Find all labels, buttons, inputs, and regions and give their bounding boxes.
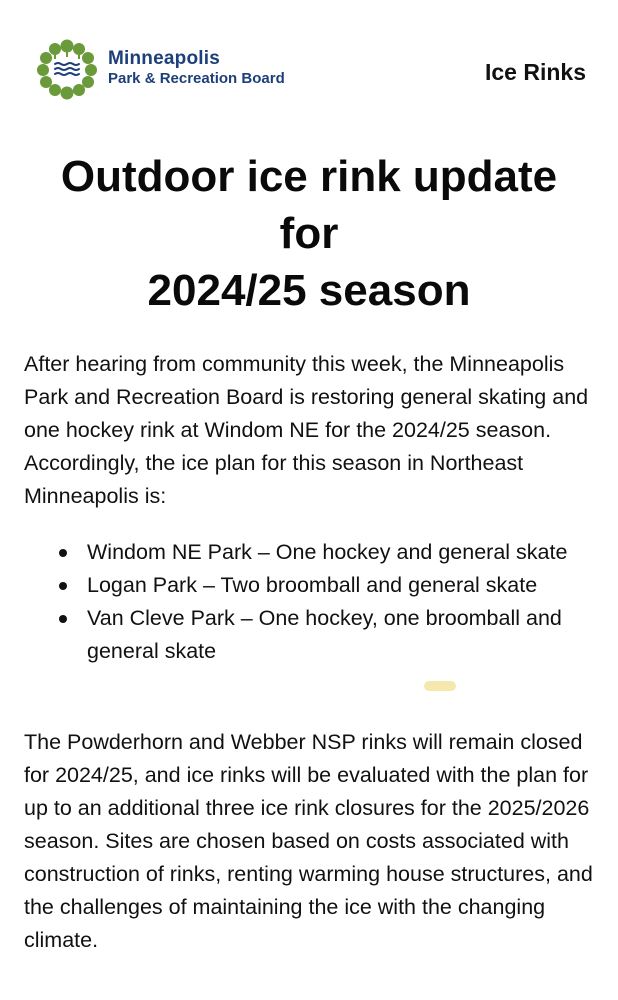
bullet-icon bbox=[59, 549, 67, 557]
org-name-line2: Park & Recreation Board bbox=[108, 69, 285, 87]
park-rink-list bbox=[24, 536, 604, 668]
closing-paragraph: The Powderhorn and Webber NSP rinks will remain closed for 2024/25, and ice rinks will be evaluated with the plan for up to an additional three ice rink closures for the 2025/2026 season. Sites are chosen based on costs associated with construction of rinks, renting warming house structures, and the challenges of maintaining the ice with the changing climate. bbox=[24, 730, 593, 952]
section-label: Ice Rinks bbox=[485, 59, 586, 85]
list-item-text: Windom NE Park – One hockey and general skate bbox=[87, 540, 568, 564]
title-line-2: for bbox=[279, 209, 339, 258]
title-line-3: 2024/25 season bbox=[147, 266, 471, 315]
bullet-icon bbox=[59, 615, 67, 623]
list-item-text: Logan Park – Two broomball and general skate bbox=[87, 573, 538, 597]
page-title bbox=[0, 148, 618, 319]
list-item bbox=[24, 602, 604, 668]
highlight-mark bbox=[424, 681, 456, 691]
intro-paragraph: After hearing from community this week, the Minneapolis Park and Recreation Board is restoring general skating and one hockey rink at Windom NE for the 2024/25 season. Accordingly, the ice plan for this season in Northeast Minneapolis is: bbox=[24, 352, 589, 508]
organization-name bbox=[108, 48, 285, 87]
page-header bbox=[0, 0, 618, 110]
list-item bbox=[24, 569, 604, 602]
list-item bbox=[24, 536, 604, 569]
org-name-line1: Minneapolis bbox=[108, 48, 220, 69]
list-item-text: Van Cleve Park – One hockey, one broomball and general skate bbox=[87, 606, 562, 663]
bullet-icon bbox=[59, 582, 67, 590]
title-line-1: Outdoor ice rink update bbox=[60, 152, 558, 201]
tree-cluster-water-logo bbox=[36, 38, 98, 100]
